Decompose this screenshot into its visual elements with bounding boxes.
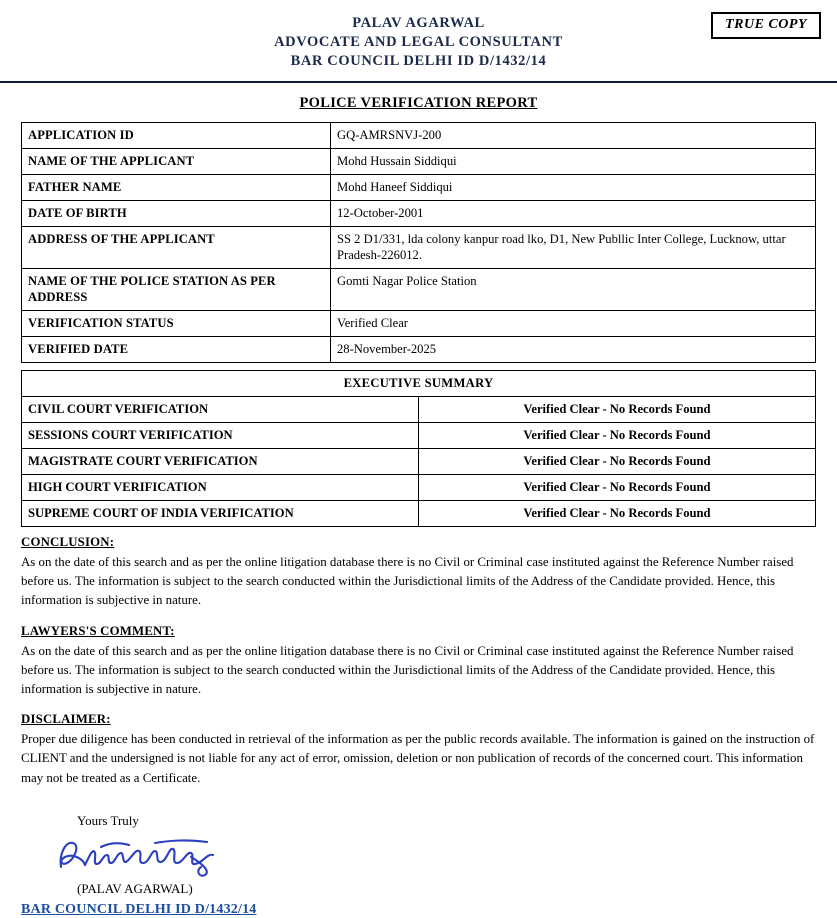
detail-label: FATHER NAME	[22, 175, 331, 201]
narrative-sections	[21, 527, 816, 788]
table-row	[22, 397, 816, 423]
detail-value: Gomti Nagar Police Station	[331, 269, 816, 311]
disclaimer-section	[21, 712, 816, 788]
detail-value: Verified Clear	[331, 311, 816, 337]
table-row	[22, 501, 816, 527]
detail-value: GQ-AMRSNVJ-200	[331, 123, 816, 149]
detail-label: DATE OF BIRTH	[22, 201, 331, 227]
table-row	[22, 423, 816, 449]
conclusion-title: CONCLUSION:	[21, 535, 115, 549]
detail-value: Mohd Haneef Siddiqui	[331, 175, 816, 201]
detail-value: SS 2 D1/331, lda colony kanpur road lko, D1, New Publlic Inter College, Lucknow, uttar Pradesh-226012.	[331, 227, 816, 269]
table-row	[22, 201, 816, 227]
detail-value: Mohd Hussain Siddiqui	[331, 149, 816, 175]
detail-label: APPLICATION ID	[22, 123, 331, 149]
letterhead-designation: ADVOCATE AND LEGAL CONSULTANT	[274, 34, 563, 50]
yours-truly-label: Yours Truly	[77, 812, 139, 828]
summary-label: SESSIONS COURT VERIFICATION	[22, 423, 419, 449]
detail-value: 12-October-2001	[331, 201, 816, 227]
table-spacer	[0, 363, 837, 370]
table-row	[22, 311, 816, 337]
page-title: POLICE VERIFICATION REPORT	[299, 95, 538, 111]
lawyers-comment-body: As on the date of this search and as per the online litigation database there is no Civil or Criminal case instituted against the Reference Number raised before us. The information is subject to the search conducted within the Jurisdictional limits of the Address of the Candidate provided. Hence, this information is subjective in nature.	[21, 643, 794, 697]
table-row	[22, 269, 816, 311]
detail-label: VERIFIED DATE	[22, 337, 331, 363]
table-row	[22, 449, 816, 475]
conclusion-section	[21, 535, 816, 611]
signature-block	[21, 801, 816, 918]
lawyers-comment-section	[21, 624, 816, 700]
table-row	[22, 149, 816, 175]
summary-label: MAGISTRATE COURT VERIFICATION	[22, 449, 419, 475]
summary-value: Verified Clear - No Records Found	[419, 501, 816, 527]
summary-value: Verified Clear - No Records Found	[419, 397, 816, 423]
signature-icon	[55, 833, 816, 879]
letterhead-bar-council-id: BAR COUNCIL DELHI ID D/1432/14	[290, 53, 547, 69]
table-header-row	[22, 371, 816, 397]
detail-value: 28-November-2025	[331, 337, 816, 363]
disclaimer-title: DISCLAIMER:	[21, 712, 111, 727]
lawyers-comment-title: LAWYERS'S COMMENT:	[21, 623, 175, 638]
table-row	[22, 123, 816, 149]
header-divider	[0, 81, 837, 83]
summary-label: CIVIL COURT VERIFICATION	[22, 397, 419, 423]
detail-label: NAME OF THE APPLICANT	[22, 149, 331, 175]
table-row	[22, 175, 816, 201]
detail-label: NAME OF THE POLICE STATION AS PER ADDRESS	[22, 269, 331, 311]
applicant-details-table	[21, 122, 816, 363]
signatory-name: (PALAV AGARWAL)	[77, 880, 193, 896]
disclaimer-body: Proper due diligence has been conducted in retrieval of the information as per the public records available. The information is gained on the instruction of CLIENT and the undersigned is not liable for any act of error, omission, deletion or non publication of records of the concerned court. This information may not be treated as a Certificate.	[21, 732, 815, 785]
summary-label: SUPREME COURT OF INDIA VERIFICATION	[22, 501, 419, 527]
executive-summary-title: EXECUTIVE SUMMARY	[22, 371, 816, 397]
detail-label: VERIFICATION STATUS	[22, 311, 331, 337]
table-row	[22, 227, 816, 269]
summary-value: Verified Clear - No Records Found	[419, 449, 816, 475]
executive-summary-table	[21, 370, 816, 527]
letterhead-name: PALAV AGARWAL	[352, 15, 485, 31]
conclusion-body: As on the date of this search and as per the online litigation database there is no Civil or Criminal case instituted against the Reference Number raised before us. The information is subject to the search conducted within the Jurisdictional limits of the Address of the Candidate provided. Hence, this information is subjective in nature.	[21, 555, 794, 608]
true-copy-stamp: TRUE COPY	[711, 12, 821, 39]
summary-label: HIGH COURT VERIFICATION	[22, 475, 419, 501]
summary-value: Verified Clear - No Records Found	[419, 475, 816, 501]
summary-value: Verified Clear - No Records Found	[419, 423, 816, 449]
table-row	[22, 337, 816, 363]
signatory-bar-council-id: BAR COUNCIL DELHI ID D/1432/14	[21, 901, 257, 917]
table-row	[22, 475, 816, 501]
detail-label: ADDRESS OF THE APPLICANT	[22, 227, 331, 269]
